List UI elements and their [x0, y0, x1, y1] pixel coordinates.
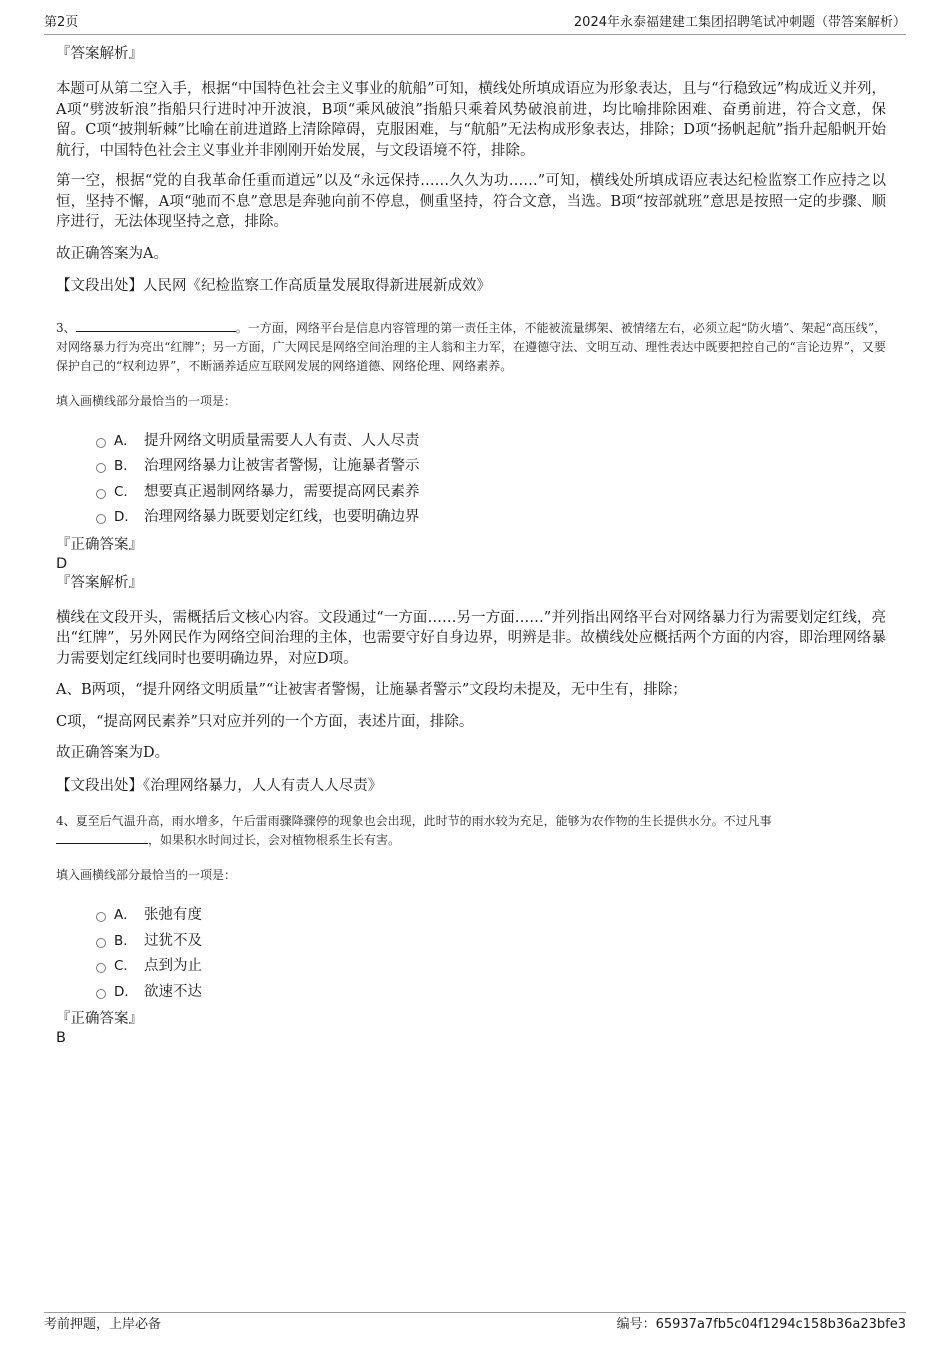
q4-option-b[interactable]: B． 过犹不及	[56, 929, 886, 955]
q2-conclusion: 故正确答案为A。	[56, 245, 168, 262]
q3-prompt: 填入画横线部分最恰当的一项是：	[56, 393, 237, 408]
radio-icon[interactable]	[96, 938, 106, 948]
q3-analysis-para-1: 横线在文段开头，需概括后文核心内容。文段通过“一方面……另一方面……”并列指出网络平台对网络暴力行为需要划定红线，亮出“红牌”，另外网民作为网络空间治理的主体，也需要守好自身边界，明辨是非。故横线处应概括两个方面的内容，即治理网络暴力需要划定红线同时也要明确边界，对应D项。	[56, 609, 886, 667]
q3-analysis-label: 『答案解析』	[56, 574, 143, 591]
radio-icon[interactable]	[96, 963, 106, 973]
q4-option-d[interactable]: D． 欲速不达	[56, 980, 886, 1006]
q3-analysis-para-2: A、B两项，“提升网络文明质量”“让被害者警惕，让施暴者警示”文段均未提及，无中生有，排除；	[56, 682, 687, 698]
q3-option-a[interactable]: A． 提升网络文明质量需要人人有责、人人尽责	[56, 429, 886, 455]
q4-prompt: 填入画横线部分最恰当的一项是：	[56, 868, 237, 882]
radio-icon[interactable]	[96, 489, 106, 499]
q3-text: 。一方面，网络平台是信息内容管理的第一责任主体，不能被流量绑架、被情绪左右，必须立起“防火墙”、架起“高压线”，对网络暴力行为亮出“红牌”；另一方面，广大网民是网络空间治理的主人翁和主力军，在遵德守法、文明互动、理性表达中既要把控自己的“言论边界”，又要保护自己的“权利边界”，不断涵养适应互联网发展的网络道德、网络伦理、网络素养。	[56, 320, 886, 373]
q2-analysis-para-2: 第一空，根据“党的自我革命任重而道远”以及“永远保持……久久为功……”可知，横线处所填成语应表达纪检监察工作应持之以恒，坚持不懈，A项“驰而不息”意思是奔驰向前不停息，侧重坚持，符合文意，当选。B项“按部就班”意思是按照一定的步骤、顺序进行，无法体现坚持之意，排除。	[56, 173, 886, 230]
q4-stem	[56, 812, 886, 850]
q3-answer: D	[56, 555, 68, 572]
q2-source: 【文段出处】人民网《纪检监察工作高质量发展取得新进展新成效》	[56, 278, 491, 294]
q3-source: 【文段出处】《治理网络暴力，人人有责人人尽责》	[56, 777, 383, 794]
q4-number: 4、	[56, 814, 76, 828]
q3-number: 3、	[56, 320, 76, 335]
radio-icon[interactable]	[96, 912, 106, 922]
q3-options	[56, 429, 886, 531]
page-number: 第2页	[44, 15, 79, 30]
footer-slogan: 考前押题，上岸必备	[44, 1317, 162, 1332]
q2-analysis-label: 『答案解析』	[56, 46, 143, 62]
radio-icon[interactable]	[96, 514, 106, 524]
q4-text-before: 夏至后气温升高，雨水增多，午后雷雨骤降骤停的现象也会出现，此时节的雨水较为充足，能够为农作物的生长提供水分。不过凡事	[75, 814, 772, 828]
q4-blank	[56, 831, 148, 844]
document-title: 2024年永泰福建建工集团招聘笔试冲刺题（带答案解析）	[573, 15, 906, 30]
q4-options	[56, 903, 886, 1005]
q3-option-d[interactable]: D． 治理网络暴力既要划定红线，也要明确边界	[56, 505, 886, 531]
page-footer	[44, 1312, 906, 1335]
q4-option-a[interactable]: A． 张弛有度	[56, 903, 886, 929]
footer-serial: 编号：65937a7fb5c04f1294c158b36a23bfe3	[616, 1317, 906, 1332]
radio-icon[interactable]	[96, 438, 106, 448]
q3-option-c[interactable]: C． 想要真正遏制网络暴力，需要提高网民素养	[56, 480, 886, 506]
q3-answer-label: 『正确答案』	[56, 536, 143, 553]
page-content	[56, 44, 886, 1047]
radio-icon[interactable]	[96, 989, 106, 999]
q3-conclusion: 故正确答案为D。	[56, 745, 170, 761]
q3-analysis-para-3: C项，“提高网民素养”只对应并列的一个方面，表述片面，排除。	[56, 713, 474, 730]
q4-option-c[interactable]: C． 点到为止	[56, 954, 886, 980]
radio-icon[interactable]	[96, 463, 106, 473]
q4-answer-label: 『正确答案』	[56, 1011, 143, 1027]
q3-blank	[76, 319, 236, 332]
q2-analysis-para-1: 本题可从第二空入手，根据“中国特色社会主义事业的航船”可知，横线处所填成语应为形象表达，且与“行稳致远”构成近义并列，A项“劈波斩浪”指船只行进时冲开波浪，B项“乘风破浪”指船只乘着风势破浪前进，均比喻排除困难、奋勇前进，符合文意，保留。C项“披荆斩棘”比喻在前进道路上清除障碍，克服困难，与“航船”无法构成形象表达，排除；D项“扬帆起航”指升起船帆开始航行，中国特色社会主义事业并非刚刚开始发展，与文段语境不符，排除。	[56, 81, 886, 159]
q4-answer: B	[56, 1030, 66, 1046]
page-header	[44, 14, 906, 35]
q3-stem	[56, 319, 886, 376]
q3-option-b[interactable]: B． 治理网络暴力让被害者警惕，让施暴者警示	[56, 454, 886, 480]
q4-text-after: ，如果积水时间过长，会对植物根系生长有害。	[148, 833, 401, 847]
